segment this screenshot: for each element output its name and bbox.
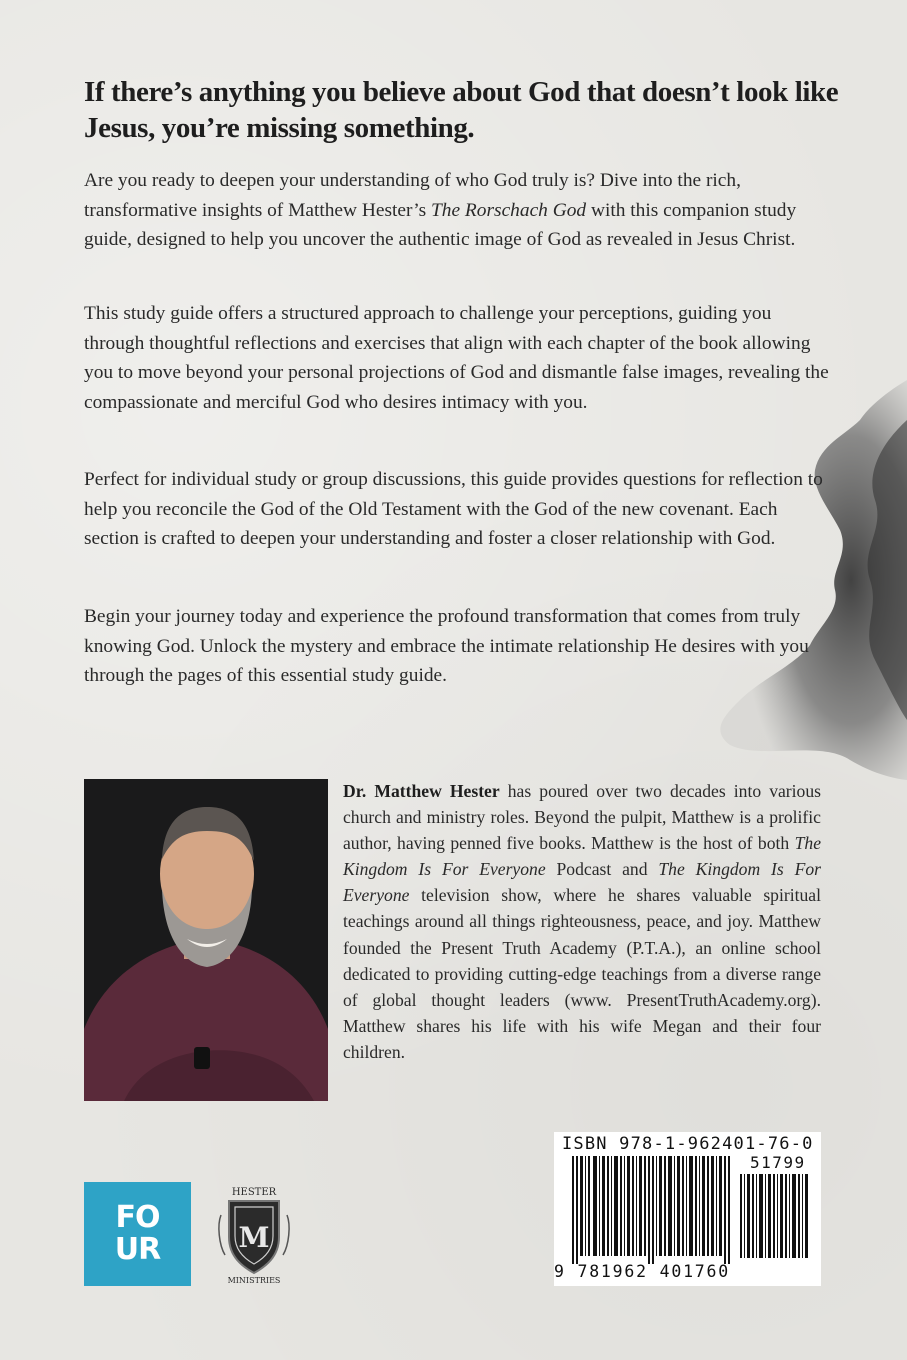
four-logo-line2: UR (114, 1232, 161, 1267)
price-code: 51799 (750, 1153, 806, 1172)
bio-text: Podcast and (545, 859, 659, 880)
headline: If there’s anything you believe about God that doesn’t look like Jesus, you’re missing something. (84, 76, 839, 144)
author-bio (343, 778, 821, 1065)
bio-text: television show, where he shares valuable spiritual teachings around all things righteousness, peace, and joy. Matthew founded the Present Truth Academy (P.T.A.), an online school dedicated to providing cutting-edge teachings from a diverse range of global thought leaders (www. PresentTruthAcademy.org). Matthew shares his life with his wife Megan and their four children. (343, 885, 821, 1062)
blurb-text: Are you ready to deepen your understanding of who God truly is? Dive into the rich, transformative insights of Matthew Hester’s (84, 170, 741, 221)
blurb-text: with this companion study guide, designed to help you uncover the authentic image of God as revealed in Jesus Christ. (84, 199, 797, 251)
bio-text: has poured over two decades into various church and ministry roles. Beyond the pulpit, Matthew is a prolific author, having penned five books. Matthew is the host of both (343, 781, 821, 854)
hester-logo-top: HESTER (231, 1187, 277, 1198)
blurb-paragraph-3: Perfect for individual study or group discussions, this guide provides questions for reflection to help you reconcile the God of the Old Testament with the God of the new covenant. Each section is crafted to deepen your understanding and foster a closer relationship with God. (84, 469, 823, 550)
podcast-title: The Kingdom Is For Everyone (343, 833, 821, 880)
hester-logo-bottom: MINISTRIES (227, 1276, 281, 1285)
author-name: Dr. Matthew Hester (343, 781, 500, 801)
blurb-paragraph-2: This study guide offers a structured approach to challenge your perceptions, guiding you through thoughtful reflections and exercises that align with each chapter of the book allowing you to move beyond your personal projections of God and dismantle false images, revealing the compassionate and merciful God who desires intimacy with you. (84, 303, 829, 413)
book-title: The Rorschach God (431, 199, 587, 221)
price-barcode-bars (738, 1174, 812, 1258)
show-title: The Kingdom Is For Everyone (343, 859, 821, 906)
author-photo (84, 779, 328, 1101)
blurb-paragraph-4: Begin your journey today and experience the profound transformation that comes from truly knowing God. Unlock the mystery and embrace the intimate relationship He desires with you through the pages of this essential study guide. (84, 606, 809, 687)
ean-barcode-bars (568, 1156, 736, 1264)
svg-text:M: M (238, 1221, 270, 1254)
isbn-number: ISBN 978-1-962401-76-0 (562, 1134, 814, 1154)
ink-wash-decoration (700, 360, 907, 780)
four-publisher-logo (84, 1182, 191, 1286)
ean-number: 9 781962 401760 (554, 1262, 731, 1281)
blurb-paragraph-1 (84, 166, 829, 255)
four-logo-line1: FO (115, 1200, 160, 1235)
isbn-barcode (554, 1132, 821, 1286)
hester-ministries-logo (213, 1185, 295, 1285)
